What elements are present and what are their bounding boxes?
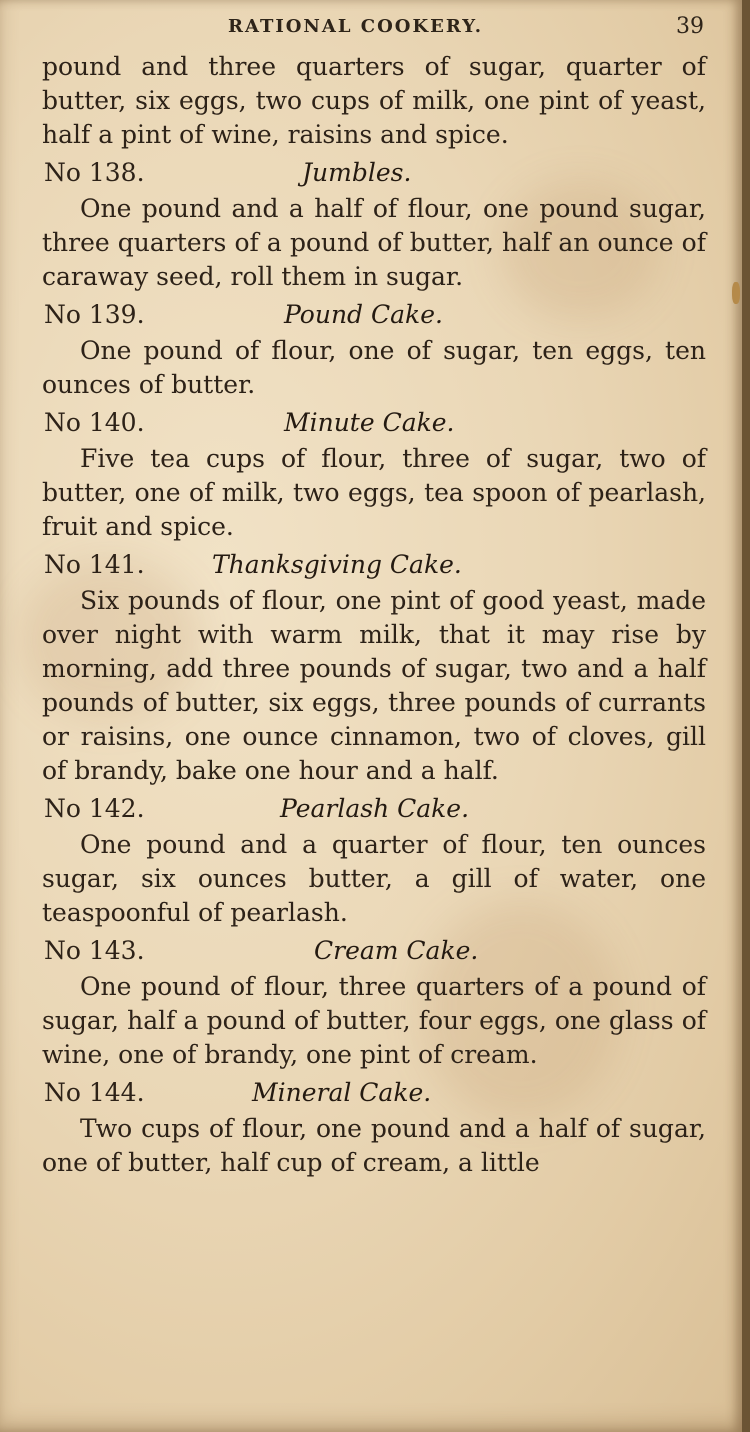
recipe-number: No 143.: [44, 936, 145, 965]
recipe-number: No 138.: [44, 158, 145, 187]
continued-paragraph: pound and three quarters of sugar, quarter of butter, six eggs, two cups of milk, one pint of yeast, half a pint of wine, raisins and spice.: [42, 52, 706, 149]
recipe-heading: [42, 404, 706, 442]
recipe-number: No 140.: [44, 408, 145, 437]
recipe-heading: [42, 154, 706, 192]
recipe-141: [42, 546, 706, 788]
ink-smudge: [732, 282, 740, 304]
recipe-heading: [42, 1074, 706, 1112]
page-content: [42, 50, 706, 1180]
recipe-143: [42, 932, 706, 1072]
recipe-title: Jumbles.: [302, 158, 412, 187]
recipe-title: Pearlash Cake.: [280, 794, 470, 823]
recipe-body: Two cups of flour, one pound and a half of sugar, one of butter, half cup of cream, a little: [42, 1114, 706, 1177]
recipe-body: Six pounds of flour, one pint of good yeast, made over night with warm milk, that it may rise by morning, add three pounds of sugar, two and a half pounds of butter, six eggs, three pounds of currants or raisins, one ounce cinnamon, two of cloves, gill of brandy, bake one hour and a half.: [42, 586, 706, 785]
recipe-title: Thanksgiving Cake.: [212, 550, 462, 579]
running-head: RATIONAL COOKERY.: [228, 16, 484, 37]
recipe-title: Mineral Cake.: [252, 1078, 432, 1107]
recipe-title: Minute Cake.: [284, 408, 455, 437]
recipe-heading: [42, 296, 706, 334]
recipe-140: [42, 404, 706, 544]
recipe-title: Pound Cake.: [284, 300, 443, 329]
page-header: [0, 14, 742, 42]
recipe-number: No 142.: [44, 794, 145, 823]
page-number: 39: [676, 14, 704, 39]
recipe-139: [42, 296, 706, 402]
recipe-142: [42, 790, 706, 930]
recipe-number: No 144.: [44, 1078, 145, 1107]
recipe-heading: [42, 546, 706, 584]
recipe-body: One pound of flour, one of sugar, ten eggs, ten ounces of butter.: [42, 336, 706, 399]
recipe-body: One pound and a half of flour, one pound sugar, three quarters of a pound of butter, half an ounce of caraway seed, roll them in sugar.: [42, 194, 706, 291]
recipe-heading: [42, 790, 706, 828]
recipe-heading: [42, 932, 706, 970]
recipe-body: One pound of flour, three quarters of a pound of sugar, half a pound of butter, four eggs, one glass of wine, one of brandy, one pint of cream.: [42, 972, 706, 1069]
recipe-number: No 141.: [44, 550, 145, 579]
recipe-body: Five tea cups of flour, three of sugar, two of butter, one of milk, two eggs, tea spoon of pearlash, fruit and spice.: [42, 444, 706, 541]
recipe-138: [42, 154, 706, 294]
recipe-number: No 139.: [44, 300, 145, 329]
recipe-144: [42, 1074, 706, 1180]
recipe-title: Cream Cake.: [314, 936, 479, 965]
recipe-body: One pound and a quarter of flour, ten ounces sugar, six ounces butter, a gill of water, one teaspoonful of pearlash.: [42, 830, 706, 927]
